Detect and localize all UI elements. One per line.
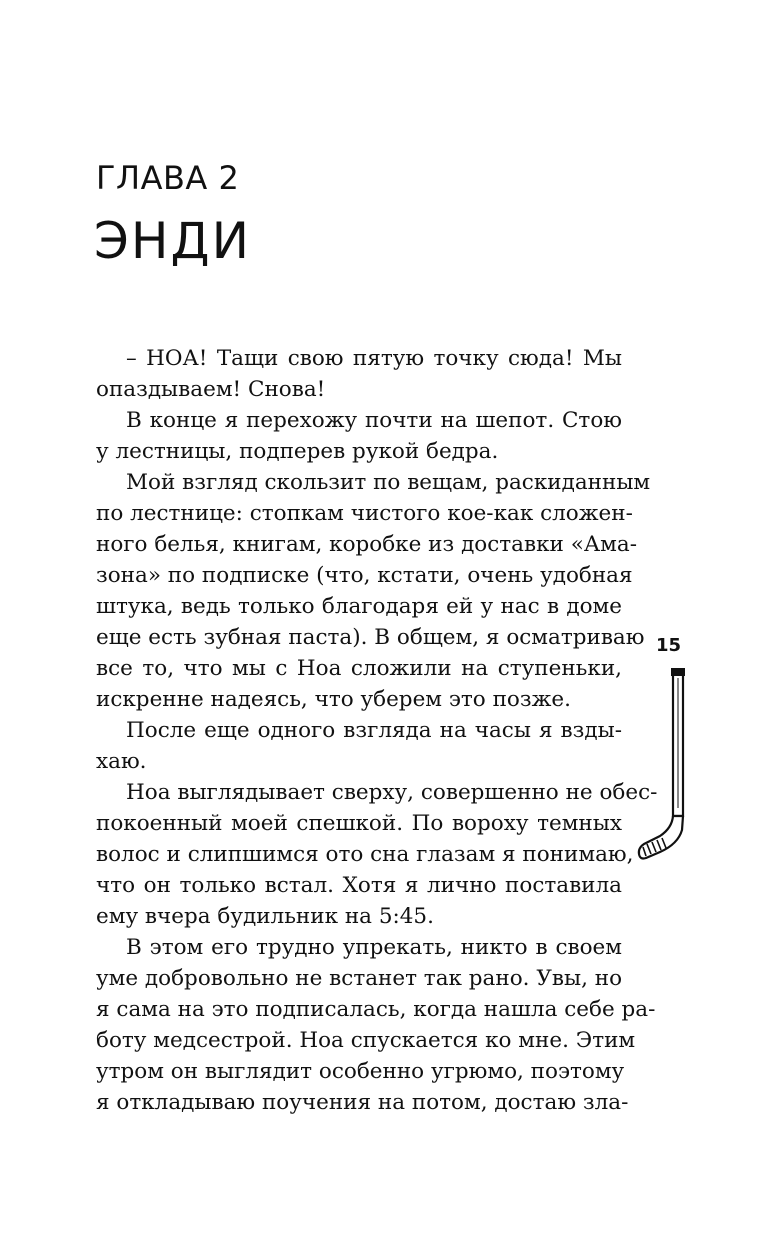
text-line: Мой взгляд скользит по вещам, раскиданным	[126, 470, 651, 495]
text-line: уме добровольно не встанет так рано. Увы, но	[96, 966, 623, 991]
text-line: что он только встал. Хотя я лично поставила	[96, 873, 622, 898]
text-line: Ноа выглядывает сверху, совершенно не обес-	[126, 780, 658, 805]
text-line: все то, что мы с Ноа сложили на ступеньки,	[96, 656, 622, 681]
text-line: по лестнице: стопкам чистого кое-как сложен-	[96, 501, 633, 526]
hockey-stick-icon	[632, 668, 692, 868]
text-line: я откладываю поучения на потом, достаю зла-	[96, 1090, 629, 1115]
text-line: у лестницы, подперев рукой бедра.	[96, 439, 499, 464]
text-line: еще есть зубная паста). В общем, я осматриваю	[96, 625, 645, 650]
text-line: искренне надеясь, что уберем это позже.	[96, 687, 571, 712]
body-text	[96, 343, 658, 1118]
text-line: покоенный моей спешкой. По вороху темных	[96, 811, 622, 836]
text-line: В этом его трудно упрекать, никто в своем	[126, 935, 622, 960]
text-line: зона» по подписке (что, кстати, очень удобная	[96, 563, 633, 588]
text-line: В конце я перехожу почти на шепот. Стою	[126, 408, 622, 433]
text-line: штука, ведь только благодаря ей у нас в доме	[96, 594, 622, 619]
text-line: боту медсестрой. Ноа спускается ко мне. Этим	[96, 1028, 636, 1053]
page-number: 15	[656, 635, 682, 656]
text-line: волос и слипшимся ото сна глазам я понимаю,	[96, 842, 634, 867]
text-line: ного белья, книгам, коробке из доставки «Ама-	[96, 532, 637, 557]
text-line: – НОА! Тащи свою пятую точку сюда! Мы	[126, 346, 622, 371]
text-line: опаздываем! Снова!	[96, 377, 326, 402]
text-line: После еще одного взгляда на часы я взды-	[126, 718, 622, 743]
text-line: хаю.	[96, 749, 147, 774]
chapter-number: ГЛАВА 2	[96, 159, 240, 197]
text-line: ему вчера будильник на 5:45.	[96, 904, 434, 929]
chapter-title: ЭНДИ	[94, 212, 251, 270]
text-line: я сама на это подписалась, когда нашла себе ра-	[96, 997, 656, 1022]
text-line: утром он выглядит особенно угрюмо, поэтому	[96, 1059, 625, 1084]
